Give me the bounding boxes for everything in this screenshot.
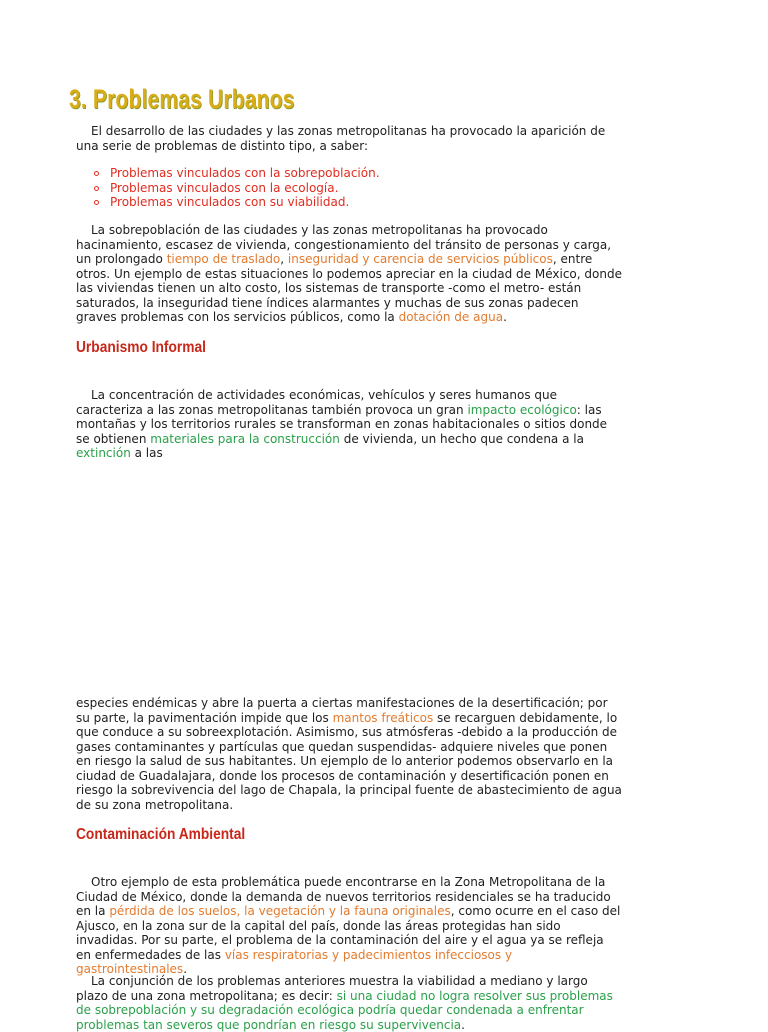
bullet-circle-icon (94, 200, 99, 205)
link-construction-materials[interactable]: materiales para la construcción (150, 431, 340, 446)
bullet-circle-icon (94, 171, 99, 176)
section-heading-urbanismo: Urbanismo Informal (76, 339, 206, 356)
section-heading-contaminacion: Contaminación Ambiental (76, 826, 246, 843)
link-soil-loss[interactable]: pérdida de los suelos, la vegetación y la fauna originales (109, 904, 451, 918)
overpopulation-paragraph: La sobrepoblación de las ciudades y las zonas metropolitanas ha provocado hacinamiento, escasez de vivienda, congestionamiento del tránsito de personas y carga, un prolongado tiempo de traslado, inseguridad y carencia de servicios públicos, entre otros. Un ejemplo de estas situaciones lo podemos apreciar en la ciudad de México, donde las viviendas tienen un alto costo, los sistemas de transporte -como el metro- están saturados, la inseguridad tiene índices alarmantes y muchas de sus zonas padecen graves problemas con los servicios públicos, como la dotación de agua. (76, 223, 622, 324)
link-extinction[interactable]: extinción (76, 446, 131, 460)
link-respiratory-diseases[interactable]: vías respiratorias y padecimientos infecciosos y gastrointestinales (76, 947, 513, 976)
link-travel-time[interactable]: tiempo de traslado (166, 252, 281, 266)
pollution-paragraph: Otro ejemplo de esta problemática puede encontrarse en la Zona Metropolitana de la Ciudad de México, donde la demanda de nuevos territorios residenciales se ha traducido en la pérdida de los suelos, la vegetación y la fauna originales, como ocurre en el caso del Ajusco, en la zona sur de la capital del país, donde las áreas protegidas han sido invadidas. Por su parte, el problema de la contaminación del aire y el agua ya se refleja en enfermedades de las vías respiratorias y padecimientos infecciosos y gastrointestinales. (76, 875, 621, 976)
link-insecurity[interactable]: inseguridad y carencia de servicios públicos (287, 252, 553, 266)
page-title: 3. Problemas Urbanos (69, 84, 295, 114)
link-ecological-impact[interactable]: impacto ecológico (467, 402, 577, 417)
list-item: Problemas vinculados con su viabilidad. (94, 195, 380, 210)
bullet-circle-icon (94, 186, 99, 191)
desertification-paragraph: especies endémicas y abre la puerta a ciertas manifestaciones de la desertificación; por su parte, la pavimentación impide que los mantos freáticos se recarguen debidamente, lo que conduce a su sobreexplotación. Asimismo, sus atmósferas -debido a la producción de gases contaminantes y partículas que quedan suspendidas- adquiere niveles que ponen en riesgo la salud de sus habitantes. Un ejemplo de lo anterior podemos observarlo en la ciudad de Guadalajara, donde los procesos de contaminación y desertificación ponen en riesgo la sobrevivencia del lago de Chapala, la principal fuente de abastecimiento de agua de su zona metropolitana. (76, 696, 622, 812)
list-item: Problemas vinculados con la ecología. (94, 181, 380, 196)
viability-paragraph: La conjunción de los problemas anteriores muestra la viabilidad a mediano y largo plazo de una zona metropolitana; es decir: si una ciudad no logra resolver sus problemas de sobrepoblación y su degradación ecológica podría quedar condenada a enfrentar problemas tan severos que pondrían en riesgo su supervivencia. (76, 974, 613, 1032)
intro-paragraph: El desarrollo de las ciudades y las zonas metropolitanas ha provocado la aparición de una serie de problemas de distinto tipo, a saber: (76, 124, 606, 153)
link-survival[interactable]: si una ciudad no logra resolver sus problemas de sobrepoblación y su degradación ecológica podría quedar condenada a enfrentar problemas tan severos que pondrían en riesgo su supervivencia (76, 988, 613, 1032)
link-water-supply[interactable]: dotación de agua (398, 310, 504, 324)
link-aquifers[interactable]: mantos freáticos (332, 710, 434, 725)
problem-list (94, 166, 380, 210)
list-item: Problemas vinculados con la sobrepoblación. (94, 166, 380, 181)
ecology-paragraph: La concentración de actividades económicas, vehículos y seres humanos que caracteriza a las zonas metropolitanas también provoca un gran impacto ecológico: las montañas y los territorios rurales se transforman en zonas habitacionales o sitios donde se obtienen materiales para la construcción de vivienda, un hecho que condena a la extinción a las (76, 388, 608, 460)
